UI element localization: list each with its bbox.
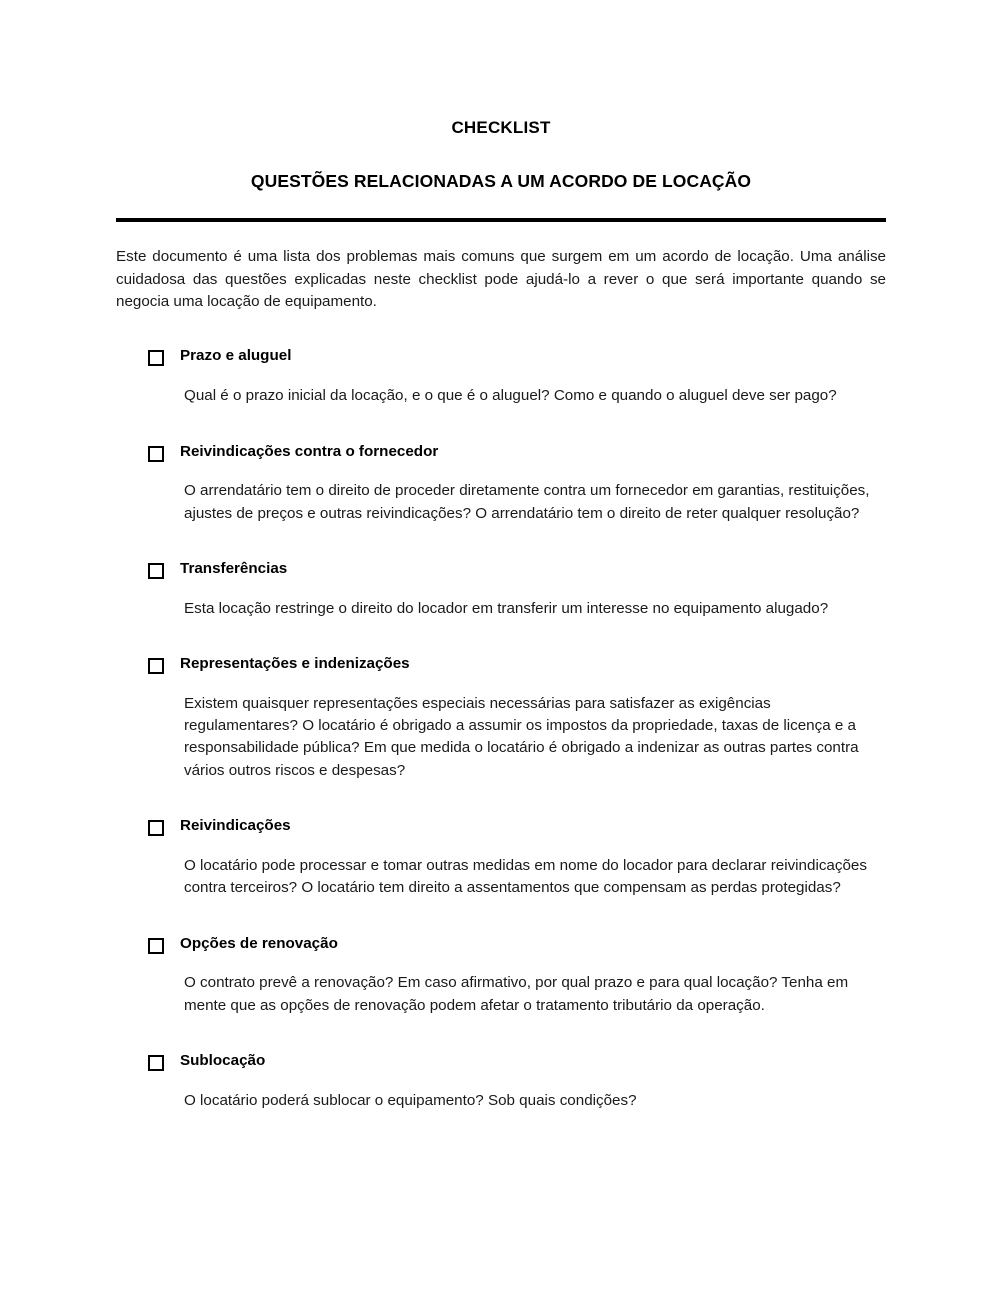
checklist-item-title: Opções de renovação (180, 934, 338, 952)
checklist-item-body: Qual é o prazo inicial da locação, e o que é o aluguel? Como e quando o aluguel deve ser pago? (184, 387, 837, 405)
checklist-item-body: Existem quaisquer representações especiais necessárias para satisfazer as exigências regulamentares? O locatário é obrigado a assumir os impostos da propriedade, taxas de licença e a responsabilidade pública? Em que medida o locatário é obrigado a indenizar as outras partes contra vários outros riscos e despesas? (184, 694, 859, 779)
list-item (148, 442, 886, 525)
empty-checkbox-icon[interactable] (148, 820, 163, 835)
checklist-item-body: O locatário poderá sublocar o equipamento? Sob quais condições? (184, 1091, 637, 1109)
intro-paragraph: Este documento é uma lista dos problemas mais comuns que surgem em um acordo de locação. Uma análise cuidadosa das questões explicadas neste checklist pode ajudá-lo a rever o que será importante quando se negocia uma locação de equipamento. (116, 248, 886, 311)
page-subtitle: QUESTÕES RELACIONADAS A UM ACORDO DE LOCAÇÃO (250, 171, 752, 192)
checklist-item-title: Representações e indenizações (180, 655, 410, 673)
document-content (116, 0, 886, 1112)
checklist (116, 313, 886, 1112)
checklist-item-title: Transferências (180, 559, 288, 577)
empty-checkbox-icon[interactable] (148, 1055, 163, 1070)
list-item (148, 346, 886, 407)
checklist-item-body: Esta locação restringe o direito do locador em transferir um interesse no equipamento alugado? (184, 599, 829, 617)
checklist-item-body: O locatário pode processar e tomar outras medidas em nome do locador para declarar reivindicações contra terceiros? O locatário tem direito a assentamentos que compensam as perdas protegidas? (184, 856, 867, 897)
empty-checkbox-icon[interactable] (148, 938, 163, 953)
checklist-item-title: Sublocação (180, 1052, 266, 1070)
checklist-item-title: Reivindicações contra o fornecedor (180, 442, 439, 460)
empty-checkbox-icon[interactable] (148, 658, 163, 673)
empty-checkbox-icon[interactable] (148, 563, 163, 578)
page-title: CHECKLIST (451, 118, 551, 137)
empty-checkbox-icon[interactable] (148, 446, 163, 461)
checklist-item-body: O contrato prevê a renovação? Em caso afirmativo, por qual prazo e para qual locação? Tenha em mente que as opções de renovação podem afetar o tratamento tributário da operação. (184, 974, 849, 1014)
list-item (148, 1051, 886, 1112)
checklist-item-title: Prazo e aluguel (180, 347, 292, 365)
list-item (148, 934, 886, 1017)
header-divider (116, 218, 886, 222)
list-item (148, 816, 886, 899)
empty-checkbox-icon[interactable] (148, 350, 163, 365)
list-item (148, 654, 886, 782)
checklist-item-title: Reivindicações (180, 817, 291, 835)
checklist-item-body: O arrendatário tem o direito de proceder diretamente contra um fornecedor em garantias, restituições, ajustes de preços e outras reivindicações? O arrendatário tem o direito de reter qualquer resolução? (184, 482, 870, 522)
document-header (116, 0, 886, 192)
list-item (148, 559, 886, 620)
